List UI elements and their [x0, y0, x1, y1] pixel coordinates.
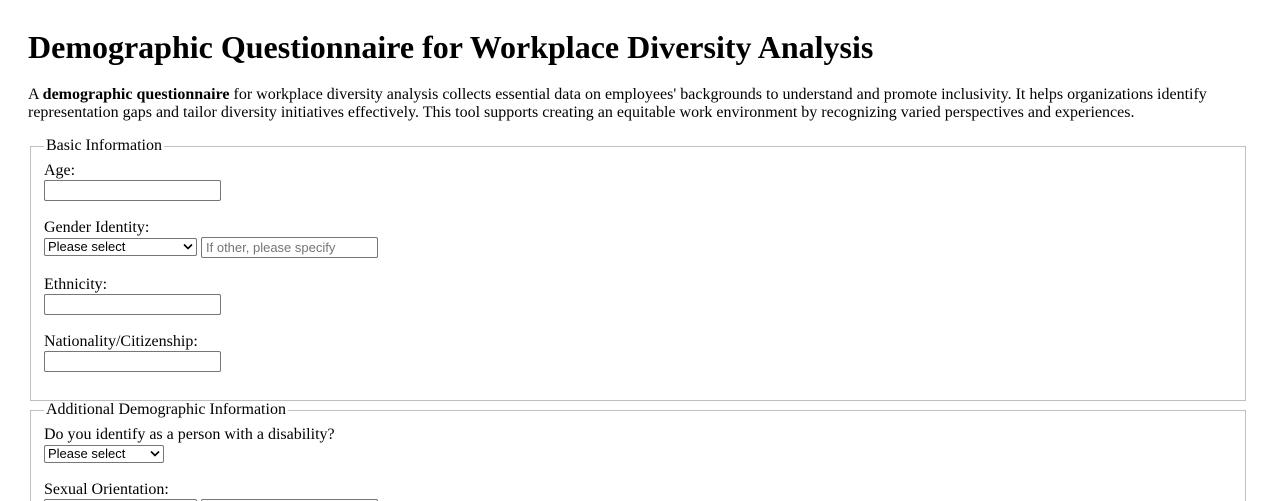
gender-other-input[interactable]: [201, 237, 378, 258]
basic-information-legend: Basic Information: [46, 137, 162, 154]
intro-paragraph: [28, 86, 1243, 122]
ethnicity-label: Ethnicity:: [44, 276, 108, 293]
nationality-label: Nationality/Citizenship:: [44, 333, 198, 350]
basic-information-fieldset: [30, 137, 1246, 401]
sexual-orientation-label: Sexual Orientation:: [44, 481, 169, 498]
gender-identity-label: Gender Identity:: [44, 219, 150, 236]
additional-demographic-legend: Additional Demographic Information: [46, 401, 286, 418]
gender-identity-selected: Please select: [48, 239, 126, 254]
page-title: Demographic Questionnaire for Workplace Diversity Analysis: [28, 29, 874, 65]
intro-bold-term: demographic questionnaire: [42, 86, 230, 103]
additional-demographic-fieldset: [30, 401, 1246, 501]
age-label: Age:: [44, 162, 76, 179]
intro-text: for workplace diversity analysis collects essential data on employees' backgrounds to understand and promote inclusivity. It helps organizations identify representation gaps and tailor diversity initiatives effectively. This tool supports creating an equitable work environment by recognizing varied perspectives and experiences.: [28, 86, 1207, 121]
disability-select[interactable]: [44, 445, 164, 463]
intro-prefix: A: [28, 86, 43, 103]
disability-label: Do you identify as a person with a disability?: [44, 426, 335, 443]
gender-identity-select[interactable]: [44, 238, 197, 256]
nationality-input[interactable]: [44, 351, 221, 372]
chevron-down-icon: [150, 450, 160, 457]
age-input[interactable]: [44, 180, 221, 201]
gender-other-placeholder: If other, please specify: [206, 240, 336, 255]
chevron-down-icon: [183, 243, 193, 250]
ethnicity-input[interactable]: [44, 294, 221, 315]
disability-selected: Please select: [48, 446, 126, 461]
